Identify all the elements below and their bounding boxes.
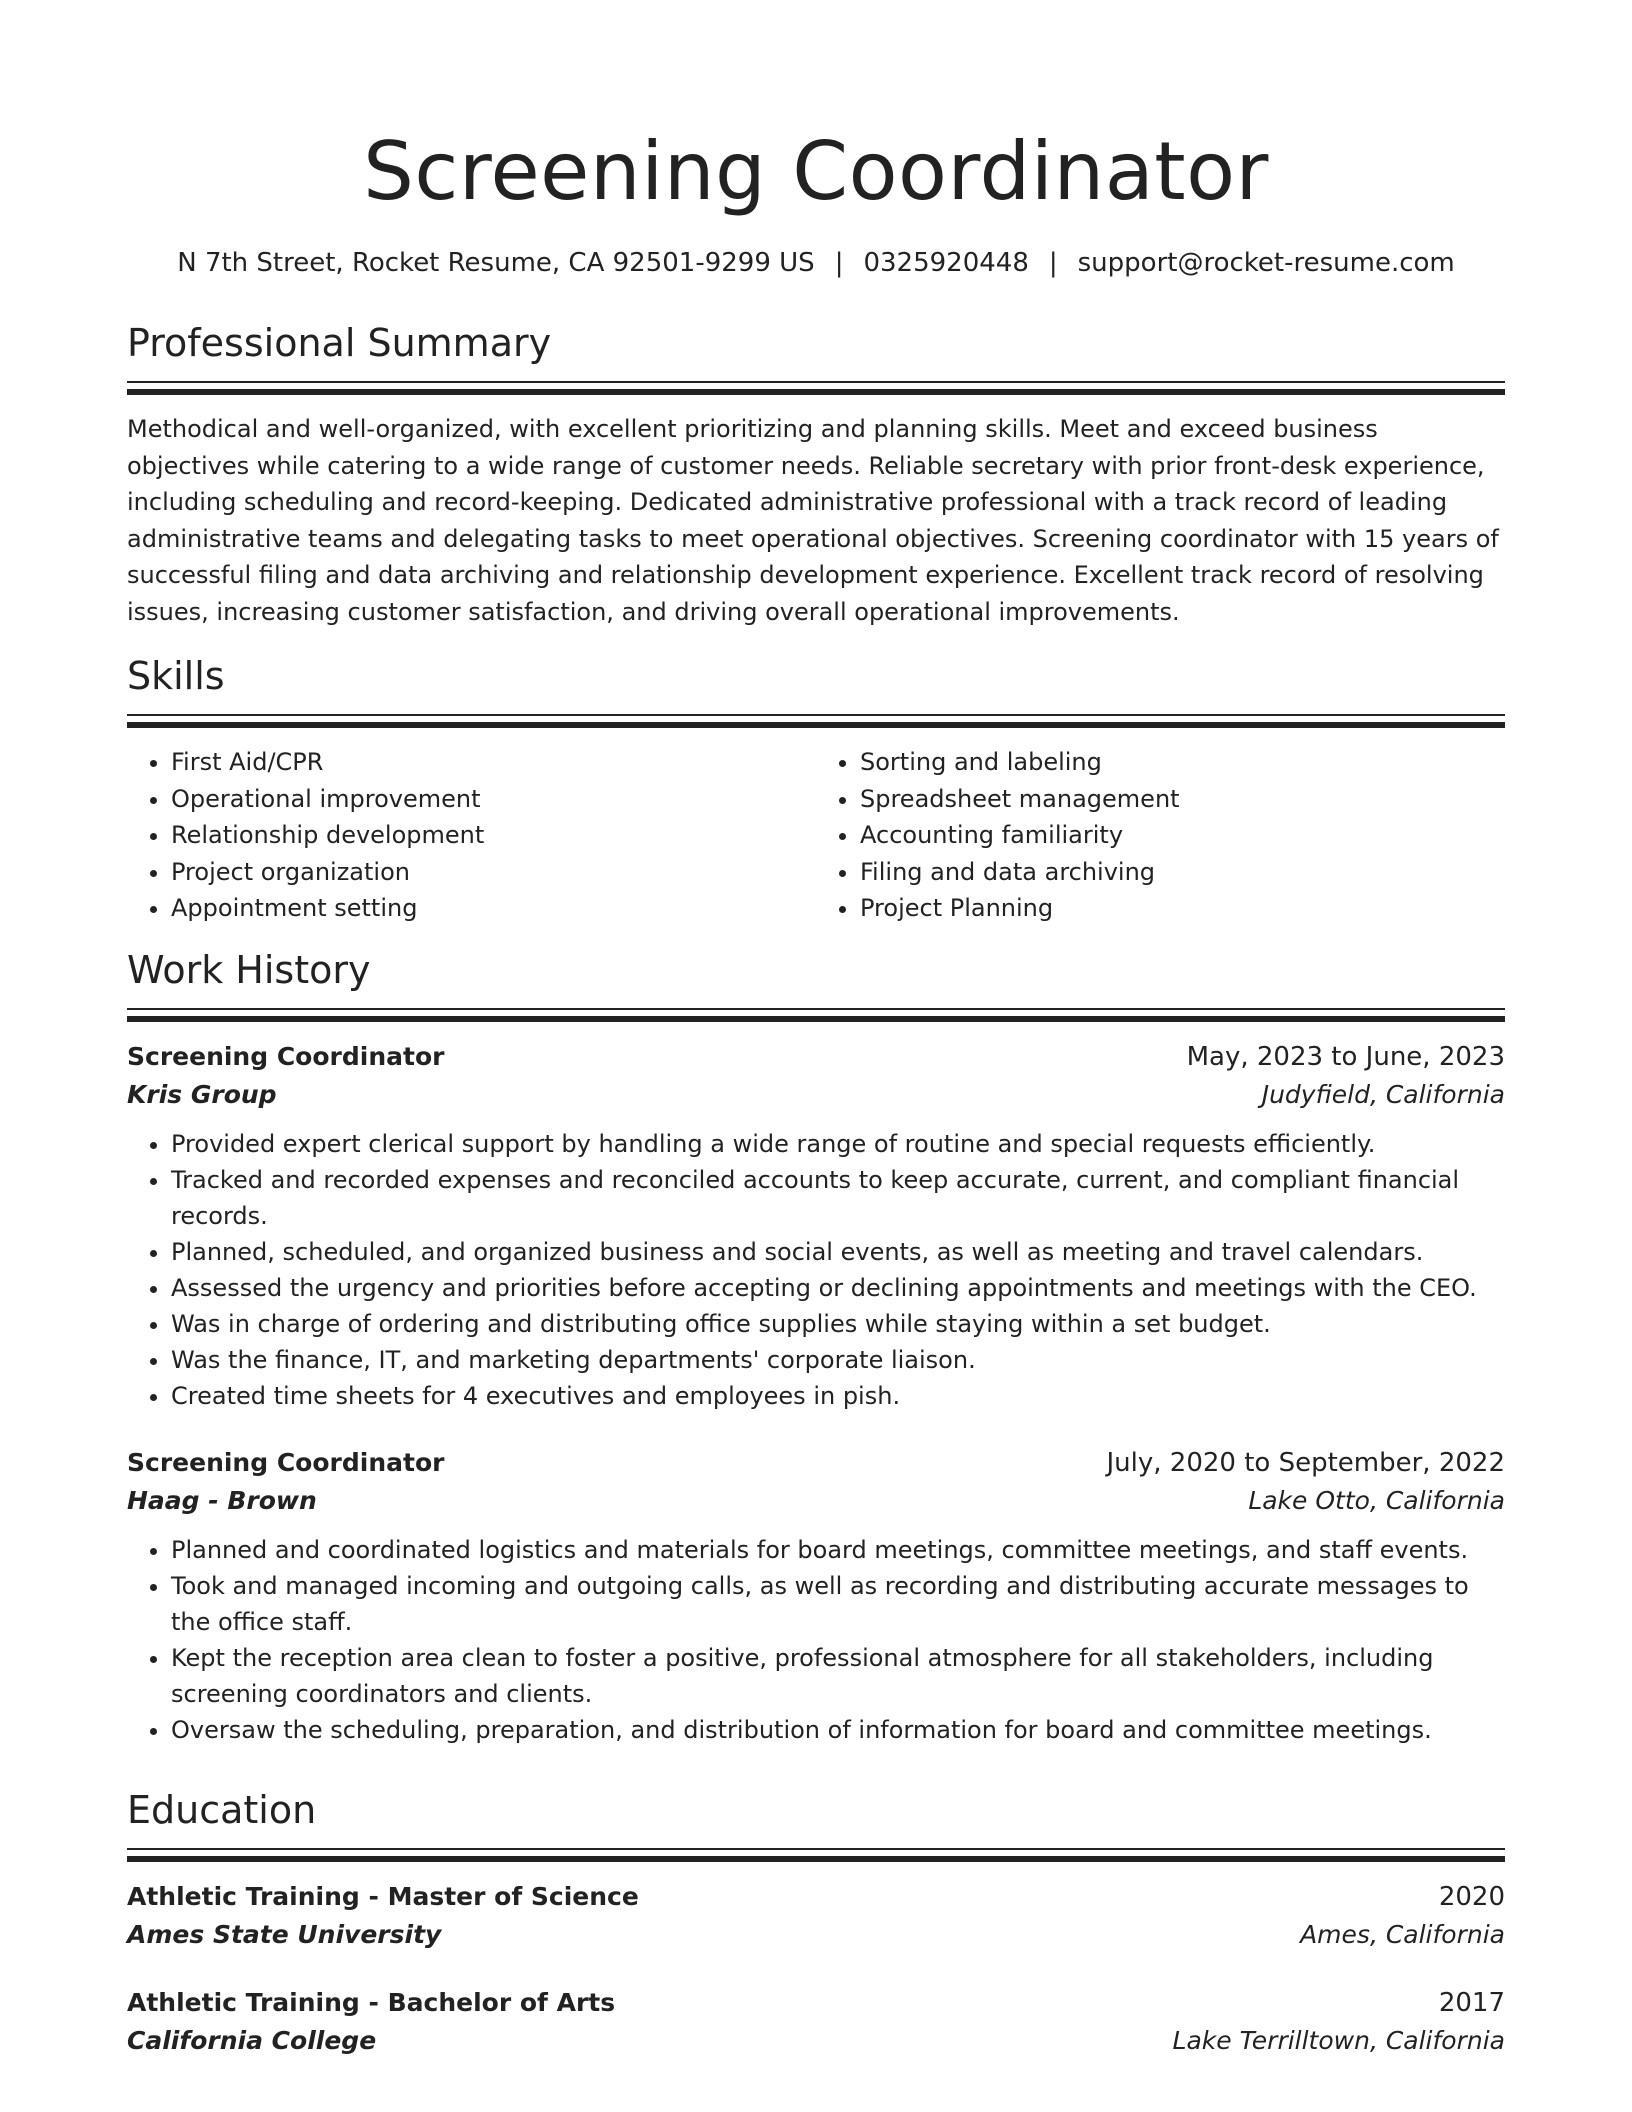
- section-divider: [127, 381, 1505, 395]
- education-section: [127, 1786, 1505, 2060]
- job-entry: [127, 1444, 1505, 1748]
- list-item: • Planned, scheduled, and organized business and social events, as well as meeting and travel calendars.: [171, 1234, 1505, 1270]
- degree: Athletic Training - Bachelor of Arts: [127, 1988, 616, 2017]
- list-item: • Was in charge of ordering and distributing office supplies while staying within a set budget.: [171, 1306, 1505, 1342]
- education-entry: [127, 1878, 1505, 1954]
- skill-item: • Project organization: [171, 854, 816, 891]
- skill-item: • Operational improvement: [171, 781, 816, 818]
- skill-item: • Filing and data archiving: [860, 854, 1505, 891]
- job-bullets: [127, 1532, 1505, 1748]
- skill-item: • First Aid/CPR: [171, 744, 816, 781]
- job-dates: May, 2023 to June, 2023: [1186, 1042, 1505, 1072]
- job-dates: July, 2020 to September, 2022: [1106, 1448, 1505, 1478]
- job-bullets: [127, 1126, 1505, 1414]
- job-location: Lake Otto, California: [1248, 1486, 1505, 1515]
- job-location: Judyfield, California: [1261, 1080, 1505, 1109]
- contact-separator: |: [1048, 248, 1058, 278]
- job-company: Kris Group: [127, 1080, 277, 1109]
- skills-columns: [127, 744, 1505, 927]
- skill-item: • Project Planning: [860, 890, 1505, 927]
- list-item: • Took and managed incoming and outgoing calls, as well as recording and distributing accurate messages to the office staff.: [171, 1568, 1505, 1640]
- school: California College: [127, 2026, 377, 2055]
- skills-left-column: [127, 744, 816, 927]
- list-item: • Tracked and recorded expenses and reconciled accounts to keep accurate, current, and compliant financial records.: [171, 1162, 1505, 1234]
- summary-text: Methodical and well-organized, with excellent prioritizing and planning skills. Meet and exceed business objectives while catering to a wide range of customer needs. Reliable secretary with prior front-desk experience, including scheduling and record-keeping. Dedicated administrative professional with a track record of leading administrative teams and delegating tasks to meet operational objectives. Screening coordinator with 15 years of successful filing and data archiving and relationship development experience. Excellent track record of resolving issues, increasing customer satisfaction, and driving overall operational improvements.: [127, 415, 1499, 626]
- education-entry: [127, 1984, 1505, 2060]
- graduation-year: 2017: [1438, 1988, 1505, 2018]
- skill-item: • Spreadsheet management: [860, 781, 1505, 818]
- list-item: • Provided expert clerical support by handling a wide range of routine and special requests efficiently.: [171, 1126, 1505, 1162]
- phone: 0325920448: [863, 248, 1029, 278]
- professional-summary-section: [127, 319, 1505, 630]
- skill-item: • Accounting familiarity: [860, 817, 1505, 854]
- section-title: Education: [127, 1788, 317, 1832]
- skill-item: • Appointment setting: [171, 890, 816, 927]
- skill-item: • Sorting and labeling: [860, 744, 1505, 781]
- section-title: Skills: [127, 654, 225, 698]
- candidate-name: Screening Coordinator: [363, 125, 1269, 218]
- list-item: • Planned and coordinated logistics and materials for board meetings, committee meetings, and staff events.: [171, 1532, 1505, 1568]
- email: support@rocket-resume.com: [1077, 248, 1455, 278]
- list-item: • Assessed the urgency and priorities before accepting or declining appointments and meetings with the CEO.: [171, 1270, 1505, 1306]
- section-divider: [127, 1848, 1505, 1862]
- job-title: Screening Coordinator: [127, 1448, 445, 1477]
- school: Ames State University: [127, 1920, 442, 1949]
- work-history-section: [127, 946, 1505, 1748]
- graduation-year: 2020: [1438, 1882, 1505, 1912]
- skills-right-column: [816, 744, 1505, 927]
- section-title: Work History: [127, 948, 371, 992]
- section-title: Professional Summary: [127, 321, 552, 365]
- contact-separator: |: [834, 248, 844, 278]
- job-entry: [127, 1038, 1505, 1414]
- list-item: • Oversaw the scheduling, preparation, and distribution of information for board and committee meetings.: [171, 1712, 1505, 1748]
- school-location: Lake Terrilltown, California: [1172, 2026, 1505, 2055]
- degree: Athletic Training - Master of Science: [127, 1882, 639, 1911]
- list-item: • Created time sheets for 4 executives and employees in pish.: [171, 1378, 1505, 1414]
- list-item: • Was the finance, IT, and marketing departments' corporate liaison.: [171, 1342, 1505, 1378]
- list-item: • Kept the reception area clean to foster a positive, professional atmosphere for all stakeholders, including screening coordinators and clients.: [171, 1640, 1505, 1712]
- school-location: Ames, California: [1300, 1920, 1505, 1949]
- skill-item: • Relationship development: [171, 817, 816, 854]
- section-divider: [127, 714, 1505, 728]
- address: N 7th Street, Rocket Resume, CA 92501-9299 US: [177, 248, 815, 278]
- skills-section: [127, 652, 1505, 927]
- section-divider: [127, 1008, 1505, 1022]
- contact-line: [127, 246, 1505, 280]
- job-company: Haag - Brown: [127, 1486, 317, 1515]
- job-title: Screening Coordinator: [127, 1042, 445, 1071]
